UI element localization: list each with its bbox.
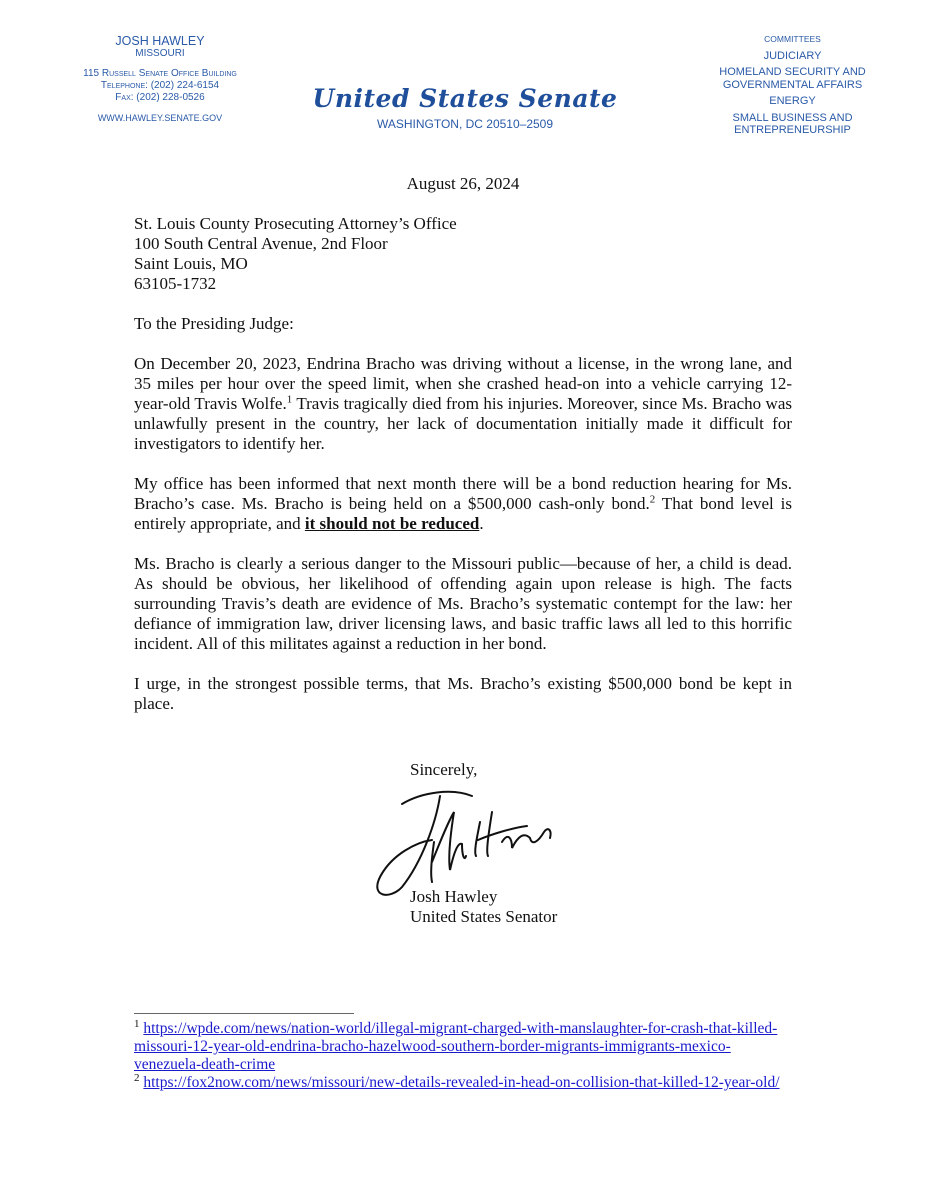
signer-title: United States Senator — [410, 907, 558, 926]
committee: SMALL BUSINESS AND ENTREPRENEURSHIP — [732, 111, 853, 136]
text: That bond level is entirely appropriate, and — [134, 494, 792, 533]
senate-address: WASHINGTON, DC 20510–2509 — [376, 117, 554, 131]
text: . — [479, 514, 484, 533]
closing: Sincerely, — [410, 760, 478, 779]
salutation: To the Presiding Judge: — [134, 314, 294, 333]
address-line: Saint Louis, MO — [134, 254, 248, 273]
committees-block — [700, 33, 885, 141]
senator-contact-block — [40, 34, 280, 124]
senator-name: JOSH HAWLEY — [115, 34, 205, 48]
office-address: 115 Russell Senate Office Building — [83, 68, 237, 79]
paragraph-2 — [134, 474, 792, 534]
address-line: St. Louis County Prosecuting Attorney’s Office — [134, 214, 457, 233]
committees-label: COMMITTEES — [764, 34, 821, 44]
signature-image — [362, 782, 572, 902]
footnote-1 — [134, 1017, 794, 1074]
letter-date: August 26, 2024 — [406, 174, 520, 193]
footnote-divider — [134, 1013, 354, 1014]
committee: JUDICIARY — [763, 49, 822, 62]
committee: HOMELAND SECURITY AND GOVERNMENTAL AFFAIRS — [719, 66, 866, 91]
letter-body — [134, 314, 792, 734]
signature-block — [410, 887, 710, 927]
signer-name: Josh Hawley — [410, 887, 498, 906]
footnote-link[interactable]: https://fox2now.com/news/missouri/new-details-revealed-in-head-on-collision-that-killed-12-year-old/ — [143, 1074, 780, 1091]
paragraph-4: I urge, in the strongest possible terms, that Ms. Bracho’s existing $500,000 bond be kept in place. — [134, 674, 792, 713]
text: On December 20, 2023, Endrina Bracho was driving without a license, in the wrong lane, and 35 miles per hour over the speed limit, when she crashed head-on into a vehicle carrying 12-year-old Travis Wolfe. — [134, 354, 792, 413]
footnote-link[interactable]: https://wpde.com/news/nation-world/illegal-migrant-charged-with-manslaughter-for-crash-that-killed-missouri-12-year-old-endrina-bracho-hazelwood-southern-border-migrants-immigrants-mexico-venezuela-death-crime — [134, 1020, 778, 1073]
paragraph-1 — [134, 354, 792, 454]
senate-wordmark: United States Senate — [312, 84, 618, 113]
recipient-address — [134, 214, 792, 294]
fax: Fax: (202) 228-0526 — [115, 92, 205, 103]
footnote-number: 2 — [134, 1071, 140, 1084]
footnote-2 — [134, 1071, 794, 1092]
senator-state: MISSOURI — [135, 48, 185, 59]
footnote-number: 1 — [134, 1017, 140, 1030]
footnote-ref: 2 — [649, 493, 656, 506]
paragraph-3: Ms. Bracho is clearly a serious danger to the Missouri public—because of her, a child is dead. As should be obvious, her likelihood of offending again upon release is high. The facts surrounding Travis’s death are evidence of Ms. Bracho’s systematic contempt for the law: her defiance of immigration law, driver licensing laws, and basic traffic laws all led to this horrific incident. All of this militates against a reduction in her bond. — [134, 554, 792, 653]
emphasis: it should not be reduced — [304, 514, 480, 533]
address-line: 63105-1732 — [134, 274, 217, 293]
text: Travis tragically died from his injuries. Moreover, since Ms. Bracho was unlawfully present in the country, her lack of documentation initially made it difficult for investigators to identify her. — [134, 394, 792, 453]
text: My office has been informed that next month there will be a bond reduction hearing for Ms. Bracho’s case. Ms. Bracho is being held on a $500,000 cash-only bond. — [134, 474, 792, 513]
telephone: Telephone: (202) 224-6154 — [100, 80, 220, 91]
website: WWW.HAWLEY.SENATE.GOV — [97, 113, 223, 123]
footnotes — [134, 1017, 794, 1092]
address-line: 100 South Central Avenue, 2nd Floor — [134, 234, 388, 253]
footnote-ref: 1 — [286, 393, 293, 406]
senate-header — [300, 84, 630, 131]
committee: ENERGY — [769, 95, 816, 107]
